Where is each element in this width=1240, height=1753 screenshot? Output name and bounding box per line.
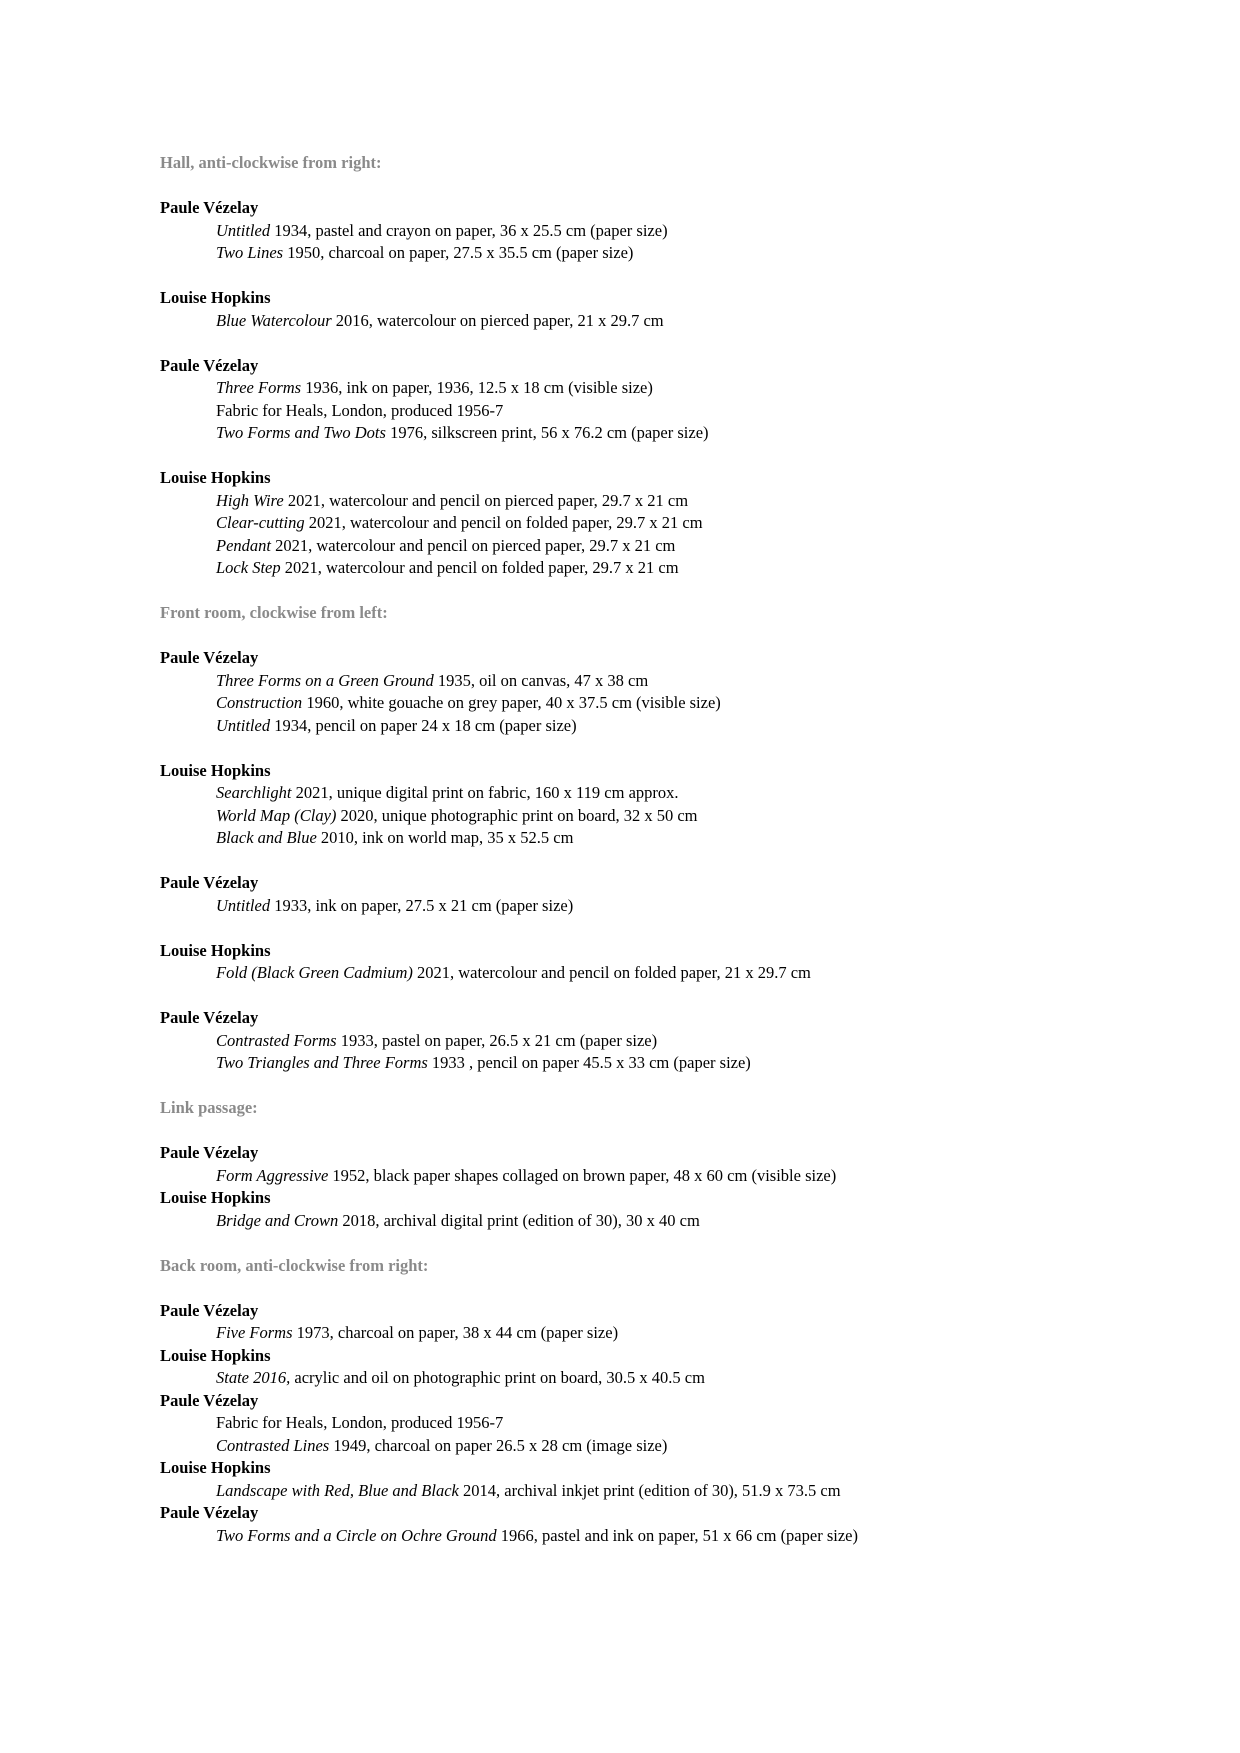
- artist-block: [160, 1390, 1180, 1458]
- artwork-entry: [160, 242, 1180, 265]
- artwork-details: 1935, oil on canvas, 47 x 38 cm: [433, 670, 649, 690]
- spacer: [160, 1277, 1180, 1300]
- section-heading: Back room, anti-clockwise from right:: [160, 1255, 429, 1275]
- spacer: [160, 1075, 1180, 1098]
- artwork-title: Untitled: [216, 895, 271, 915]
- artist-block: [160, 760, 1180, 873]
- artist-name: Louise Hopkins: [160, 940, 271, 960]
- artwork-entry: [160, 557, 1180, 580]
- artwork-details: acrylic and oil on photographic print on board, 30.5 x 40.5 cm: [290, 1368, 705, 1387]
- spacer: [160, 1232, 1180, 1255]
- artwork-title: Landscape with Red, Blue and Black: [216, 1480, 459, 1500]
- spacer: [160, 175, 1180, 198]
- spacer: [160, 985, 1180, 1008]
- artwork-title: Untitled: [216, 715, 271, 735]
- artist-name: Louise Hopkins: [160, 1345, 271, 1365]
- artist-block: [160, 940, 1180, 1008]
- section-heading: Hall, anti-clockwise from right:: [160, 153, 382, 172]
- artwork-details: 2021, watercolour and pencil on folded paper, 21 x 29.7 cm: [412, 963, 811, 982]
- artist-block: [160, 1007, 1180, 1097]
- artwork-title: High Wire: [216, 490, 284, 510]
- artwork-details: 1973, charcoal on paper, 38 x 44 cm (paper size): [292, 1323, 619, 1342]
- artwork-details: 1933 , pencil on paper 45.5 x 33 cm (paper size): [427, 1053, 751, 1072]
- artwork-details: 2014, archival inkjet print (edition of 30), 51.9 x 73.5 cm: [458, 1480, 841, 1500]
- spacer: [160, 332, 1180, 355]
- artwork-title: Bridge and Crown: [216, 1210, 339, 1230]
- artwork-details: 1960, white gouache on grey paper, 40 x 37.5 cm (visible size): [302, 693, 721, 712]
- room-section: [160, 152, 1180, 602]
- artist-block: [160, 1300, 1180, 1345]
- artwork-details: 2010, ink on world map, 35 x 52.5 cm: [316, 828, 574, 847]
- artist-name: Louise Hopkins: [160, 1458, 271, 1477]
- artwork-details: 1936, ink on paper, 1936, 12.5 x 18 cm (visible size): [301, 378, 653, 397]
- artwork-title: Two Forms and Two Dots: [216, 423, 386, 442]
- spacer: [160, 917, 1180, 940]
- artist-name: Paule Vézelay: [160, 873, 259, 892]
- artwork-entry: [160, 1525, 1180, 1548]
- artwork-details: 2021, watercolour and pencil on pierced paper, 29.7 x 21 cm: [283, 490, 689, 510]
- artist-name: Louise Hopkins: [160, 1188, 271, 1207]
- artwork-details: Fabric for Heals, London, produced 1956-7: [216, 400, 504, 420]
- artist-name: Paule Vézelay: [160, 1503, 259, 1522]
- spacer: [160, 265, 1180, 288]
- artwork-title: Pendant: [216, 535, 271, 555]
- artwork-entry: [160, 962, 1180, 985]
- artwork-details: 1933, pastel on paper, 26.5 x 21 cm (paper size): [336, 1030, 658, 1050]
- artwork-title: Fold (Black Green Cadmium): [216, 963, 413, 982]
- artwork-title: Three Forms: [216, 378, 302, 397]
- artwork-details: 1934, pastel and crayon on paper, 36 x 25.5 cm (paper size): [270, 220, 668, 240]
- artist-block: [160, 355, 1180, 468]
- artist-name: Paule Vézelay: [160, 198, 259, 217]
- artist-block: [160, 1187, 1180, 1255]
- artwork-title: Two Triangles and Three Forms: [216, 1053, 428, 1072]
- artist-name: Louise Hopkins: [160, 468, 271, 487]
- artist-name: Paule Vézelay: [160, 1008, 259, 1027]
- artwork-details: Fabric for Heals, London, produced 1956-7: [216, 1413, 504, 1432]
- artwork-entry: [160, 1480, 1180, 1503]
- artwork-entry: [160, 490, 1180, 513]
- artist-name: Paule Vézelay: [160, 648, 259, 667]
- artist-name: Paule Vézelay: [160, 355, 259, 375]
- artwork-entry: [160, 895, 1180, 918]
- artwork-entry: [160, 1322, 1180, 1345]
- artwork-entry: [160, 670, 1180, 693]
- spacer: [160, 625, 1180, 648]
- artwork-title: Five Forms: [216, 1323, 293, 1342]
- artwork-entry: [160, 1412, 1180, 1435]
- artwork-details: 2021, watercolour and pencil on folded paper, 29.7 x 21 cm: [304, 513, 703, 532]
- artist-name: Paule Vézelay: [160, 1300, 259, 1320]
- artwork-entry: [160, 422, 1180, 445]
- artwork-title: Two Forms and a Circle on Ochre Ground: [216, 1525, 497, 1545]
- artwork-title: State 2016,: [216, 1368, 291, 1387]
- artwork-title: Construction: [216, 693, 303, 712]
- artwork-title: Clear-cutting: [216, 513, 305, 532]
- artwork-details: 1976, silkscreen print, 56 x 76.2 cm (paper size): [385, 423, 709, 442]
- artwork-entry: [160, 400, 1180, 423]
- artwork-title: Form Aggressive: [216, 1165, 329, 1185]
- artwork-entry: [160, 1052, 1180, 1075]
- artist-block: [160, 1142, 1180, 1187]
- spacer: [160, 445, 1180, 468]
- artwork-details: 1966, pastel and ink on paper, 51 x 66 cm (paper size): [496, 1525, 858, 1545]
- artwork-details: 2020, unique photographic print on board, 32 x 50 cm: [336, 805, 698, 825]
- artwork-entry: [160, 1367, 1180, 1390]
- artist-block: [160, 467, 1180, 602]
- artist-block: [160, 647, 1180, 760]
- artist-block: [160, 1345, 1180, 1390]
- artwork-title: Blue Watercolour: [216, 310, 332, 330]
- artwork-details: 2018, archival digital print (edition of 30), 30 x 40 cm: [338, 1210, 700, 1230]
- artwork-entry: [160, 1165, 1180, 1188]
- artwork-entry: [160, 1210, 1180, 1233]
- artwork-entry: [160, 805, 1180, 828]
- artist-block: [160, 197, 1180, 287]
- artist-name: Louise Hopkins: [160, 288, 271, 307]
- artwork-details: 2021, unique digital print on fabric, 160 x 119 cm approx.: [291, 783, 679, 802]
- artist-block: [160, 287, 1180, 355]
- artwork-title: Black and Blue: [216, 828, 317, 847]
- artwork-title: Untitled: [216, 220, 271, 240]
- artwork-entry: [160, 782, 1180, 805]
- artwork-details: 1933, ink on paper, 27.5 x 21 cm (paper size): [270, 895, 574, 915]
- artwork-details: 1949, charcoal on paper 26.5 x 28 cm (image size): [329, 1435, 668, 1455]
- artist-block: [160, 1457, 1180, 1502]
- artwork-entry: [160, 1435, 1180, 1458]
- room-section: [160, 1097, 1180, 1255]
- artwork-entry: [160, 692, 1180, 715]
- artwork-entry: [160, 512, 1180, 535]
- artist-name: Paule Vézelay: [160, 1390, 259, 1410]
- section-heading: Front room, clockwise from left:: [160, 603, 388, 622]
- artist-name: Louise Hopkins: [160, 760, 271, 780]
- artwork-entry: [160, 377, 1180, 400]
- spacer: [160, 850, 1180, 873]
- artwork-details: 1952, black paper shapes collaged on brown paper, 48 x 60 cm (visible size): [328, 1165, 837, 1185]
- artwork-title: Two Lines: [216, 243, 284, 262]
- artwork-details: 2016, watercolour on pierced paper, 21 x 29.7 cm: [331, 310, 664, 330]
- section-heading: Link passage:: [160, 1098, 258, 1117]
- artwork-title: Lock Step: [216, 558, 281, 577]
- artwork-details: 1950, charcoal on paper, 27.5 x 35.5 cm (paper size): [283, 243, 634, 262]
- room-section: [160, 1255, 1180, 1548]
- artwork-entry: [160, 310, 1180, 333]
- artwork-entry: [160, 715, 1180, 738]
- artwork-entry: [160, 535, 1180, 558]
- artwork-title: Three Forms on a Green Ground: [216, 670, 434, 690]
- artwork-list-document: [160, 152, 1180, 1547]
- spacer: [160, 580, 1180, 603]
- artwork-entry: [160, 827, 1180, 850]
- artist-block: [160, 872, 1180, 940]
- artwork-entry: [160, 1030, 1180, 1053]
- spacer: [160, 1120, 1180, 1143]
- artwork-entry: [160, 220, 1180, 243]
- artist-block: [160, 1502, 1180, 1547]
- artwork-title: Contrasted Lines: [216, 1435, 330, 1455]
- spacer: [160, 737, 1180, 760]
- artwork-title: Searchlight: [216, 783, 292, 802]
- artwork-details: 1934, pencil on paper 24 x 18 cm (paper size): [270, 715, 577, 735]
- room-section: [160, 602, 1180, 1097]
- artwork-details: 2021, watercolour and pencil on pierced paper, 29.7 x 21 cm: [271, 535, 676, 555]
- artwork-title: Contrasted Forms: [216, 1030, 337, 1050]
- artwork-details: 2021, watercolour and pencil on folded paper, 29.7 x 21 cm: [280, 558, 679, 577]
- artwork-title: World Map (Clay): [216, 805, 337, 825]
- artist-name: Paule Vézelay: [160, 1143, 259, 1162]
